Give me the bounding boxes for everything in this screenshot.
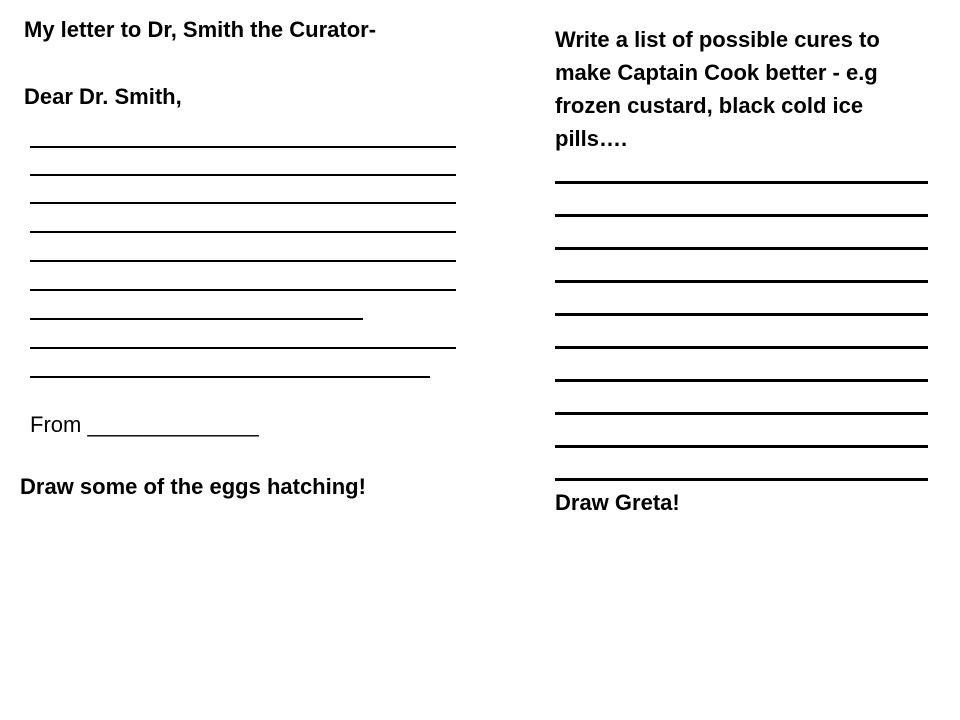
- letter-line[interactable]: [30, 146, 456, 148]
- cure-line[interactable]: [555, 478, 928, 481]
- cure-line[interactable]: [555, 280, 928, 283]
- cures-instruction: [555, 23, 880, 155]
- letter-line[interactable]: [30, 174, 456, 176]
- letter-line[interactable]: [30, 347, 456, 349]
- cures-instruction-line: Write a list of possible cures to: [555, 27, 880, 52]
- letter-line[interactable]: [30, 318, 363, 320]
- letter-from-field[interactable]: From ______________: [30, 412, 259, 437]
- draw-greta-instruction: Draw Greta!: [555, 490, 680, 515]
- letter-line[interactable]: [30, 289, 456, 291]
- letter-heading: My letter to Dr, Smith the Curator-: [24, 17, 377, 42]
- cure-line[interactable]: [555, 313, 928, 316]
- cure-line[interactable]: [555, 445, 928, 448]
- letter-line[interactable]: [30, 376, 430, 378]
- cure-line[interactable]: [555, 214, 928, 217]
- cures-instruction-line: frozen custard, black cold ice: [555, 93, 864, 118]
- cures-instruction-line: pills….: [555, 126, 628, 151]
- letter-greeting: Dear Dr. Smith,: [24, 84, 182, 109]
- cure-line[interactable]: [555, 412, 928, 415]
- cures-instruction-line: make Captain Cook better - e.g: [555, 60, 878, 85]
- letter-line[interactable]: [30, 260, 456, 262]
- cure-line[interactable]: [555, 346, 928, 349]
- draw-eggs-instruction: Draw some of the eggs hatching!: [20, 474, 366, 499]
- letter-line[interactable]: [30, 202, 456, 204]
- letter-line[interactable]: [30, 231, 456, 233]
- cure-line[interactable]: [555, 247, 928, 250]
- cure-line[interactable]: [555, 181, 928, 184]
- cure-line[interactable]: [555, 379, 928, 382]
